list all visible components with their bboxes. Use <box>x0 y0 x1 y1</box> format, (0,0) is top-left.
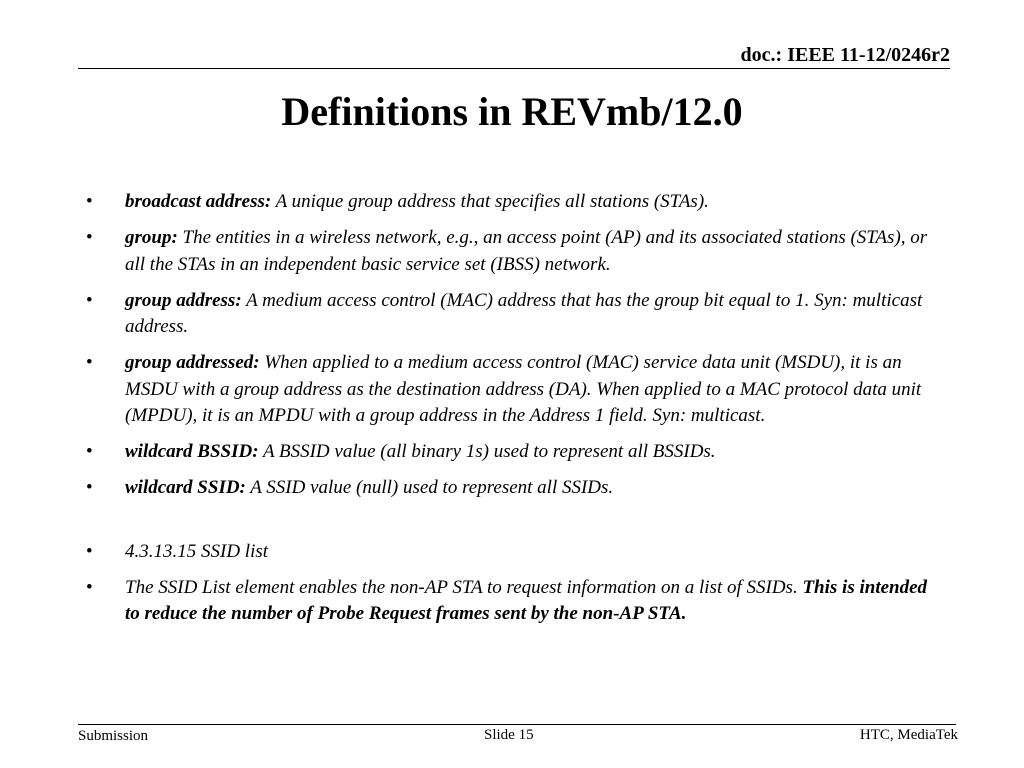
definition-text: A SSID value (null) used to represent all SSIDs. <box>245 477 614 498</box>
definition-term: group: <box>125 227 178 248</box>
bullet-icon: • <box>86 441 93 462</box>
list-item <box>86 539 944 566</box>
bullet-icon: • <box>86 289 93 311</box>
section-emphasis: This is intended to reduce the number of Probe Request frames sent by the non-AP STA. <box>125 576 928 624</box>
section-heading: 4.3.13.15 SSID list <box>125 540 269 562</box>
definition-text: When applied to a medium access control (MAC) service data unit (MSDU), it is an MSDU with a group address as the destination address (DA). When applied to a MAC protocol data unit (MPDU), it is an MPDU with a group address in the Address 1 field. Syn: multicast. <box>125 352 922 426</box>
bullet-icon: • <box>86 191 93 212</box>
list-item <box>86 225 944 278</box>
footer-authors: HTC, MediaTek <box>859 727 958 743</box>
list-item <box>86 475 944 502</box>
bullet-icon: • <box>86 352 93 373</box>
definition-term: group address: <box>125 289 242 311</box>
list-item <box>86 439 944 466</box>
definition-text: A medium access control (MAC) address that has the group bit equal to 1. Syn: multicast address. <box>125 289 923 337</box>
footer-divider <box>78 724 956 725</box>
bullet-icon: • <box>86 576 93 598</box>
list-item <box>86 189 944 216</box>
slide-title: Definitions in REVmb/12.0 <box>281 89 743 134</box>
list-item <box>86 575 944 628</box>
list-item <box>86 350 944 430</box>
definition-text: A unique group address that specifies all stations (STAs). <box>271 191 709 212</box>
definition-term: wildcard BSSID: <box>125 441 259 462</box>
definition-term: group addressed: <box>125 352 260 373</box>
bullet-icon: • <box>86 227 93 248</box>
section-text: The SSID List element enables the non-AP STA to request information on a list of SSIDs. <box>125 576 803 598</box>
definition-term: wildcard SSID: <box>125 477 246 498</box>
list-item <box>86 288 944 341</box>
bullet-icon: • <box>86 540 93 562</box>
footer-submission: Submission <box>78 728 149 744</box>
bullet-icon: • <box>86 477 93 498</box>
header-divider <box>78 68 950 69</box>
doc-id: doc.: IEEE 11-12/0246r2 <box>740 44 950 66</box>
definitions-list <box>86 189 944 637</box>
slide-number: Slide 15 <box>484 727 534 743</box>
definition-text: The entities in a wireless network, e.g., an access point (AP) and its associated stations (STAs), or all the STAs in an independent basic service set (IBSS) network. <box>125 227 928 275</box>
definition-text: A BSSID value (all binary 1s) used to represent all BSSIDs. <box>258 441 716 462</box>
definition-term: broadcast address: <box>125 191 272 212</box>
